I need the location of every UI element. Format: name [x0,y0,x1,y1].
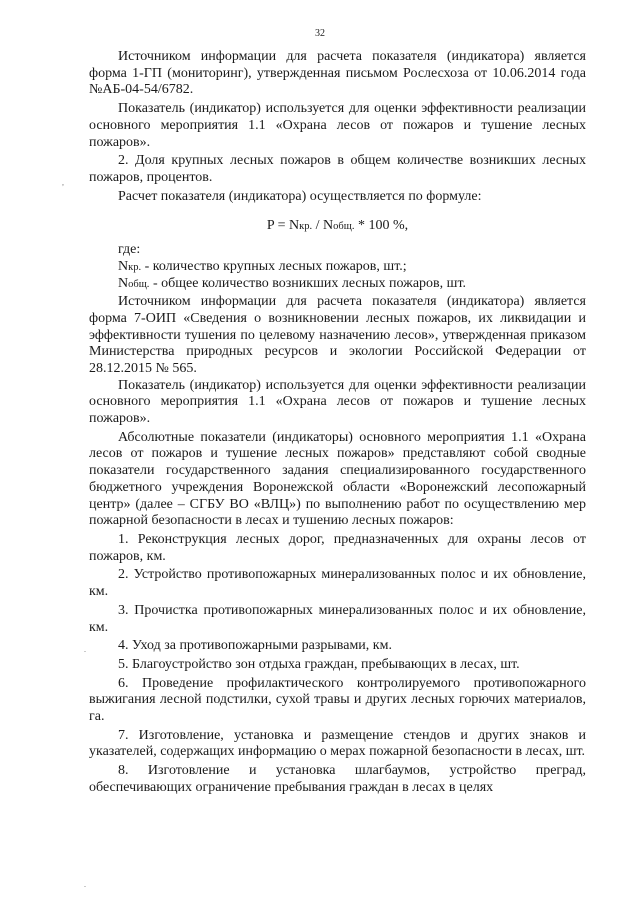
paragraph: Источником информации для расчета показателя (индикатора) является форма 1-ГП (мониторинг), утвержденная письмом Рослесхоза от 10.06.2014 года №АБ-04-54/6782. [89,49,586,98]
document-body [89,49,586,797]
list-item: 2. Устройство противопожарных минерализованных полос и их обновление, км. [89,567,586,600]
page-number: 32 [315,28,325,39]
paragraph: Показатель (индикатор) используется для оценки эффективности реализации основного мероприятия 1.1 «Охрана лесов от пожаров и тушение лесных пожаров». [89,101,586,150]
list-item: 1. Реконструкция лесных дорог, предназначенных для охраны лесов от пожаров, км. [89,531,586,564]
paragraph: Показатель (индикатор) используется для оценки эффективности реализации основного мероприятия 1.1 «Охрана лесов от пожаров и тушение лесных пожаров». [89,377,586,427]
list-item: 4. Уход за противопожарными разрывами, км. [118,638,392,654]
list-item: 5. Благоустройство зон отдыха граждан, пребывающих в лесах, шт. [118,656,520,672]
paragraph: Источником информации для расчета показателя (индикатора) является форма 7-ОИП «Сведения о возникновении лесных пожаров, их ликвидации и эффективности тушения по целевому назначению лесов», утвержденная приказом Министерства природных ресурсов и экологии Российской Федерации от 28.12.2015 № 565. [89,294,586,376]
definition: Nобщ. - общее количество возникших лесных пожаров, шт. [118,276,467,292]
list-item: 3. Прочистка противопожарных минерализованных полос и их обновление, км. [89,602,586,635]
scan-mark: . [84,880,86,889]
scan-mark: . [84,645,86,654]
paragraph: 2. Доля крупных лесных пожаров в общем количестве возникших лесных пожаров, процентов. [89,153,586,185]
list-item: 6. Проведение профилактического контролируемого противопожарного выжигания лесной подстилки, сухой травы и других лесных горючих материалов, га. [89,675,586,725]
formula: P = Nкр. / Nобщ. * 100 %, [266,218,409,234]
paragraph: Абсолютные показатели (индикаторы) основного мероприятия 1.1 «Охрана лесов от пожаров и тушение лесных пожаров» представляют собой сводные показатели государственного задания специализированного государственного бюджетного учреждения Воронежской области «Воронежский лесопожарный центр» (далее – СГБУ ВО «ВЛЦ») по выполнению работ по осуществлению мер пожарной безопасности в лесах и тушению лесных пожаров: [89,429,586,529]
where-label: где: [118,242,141,258]
definition: Nкр. - количество крупных лесных пожаров, шт.; [118,258,407,274]
paragraph: Расчет показателя (индикатора) осуществляется по формуле: [118,188,482,204]
list-item: 7. Изготовление, установка и размещение стендов и других знаков и указателей, содержащих информацию о мерах пожарной безопасности в лесах, шт. [89,727,586,760]
list-item: 8. Изготовление и установка шлагбаумов, устройство преград, обеспечивающих ограничение пребывания граждан в лесах в целях [89,763,586,795]
scan-mark: , [62,178,64,187]
